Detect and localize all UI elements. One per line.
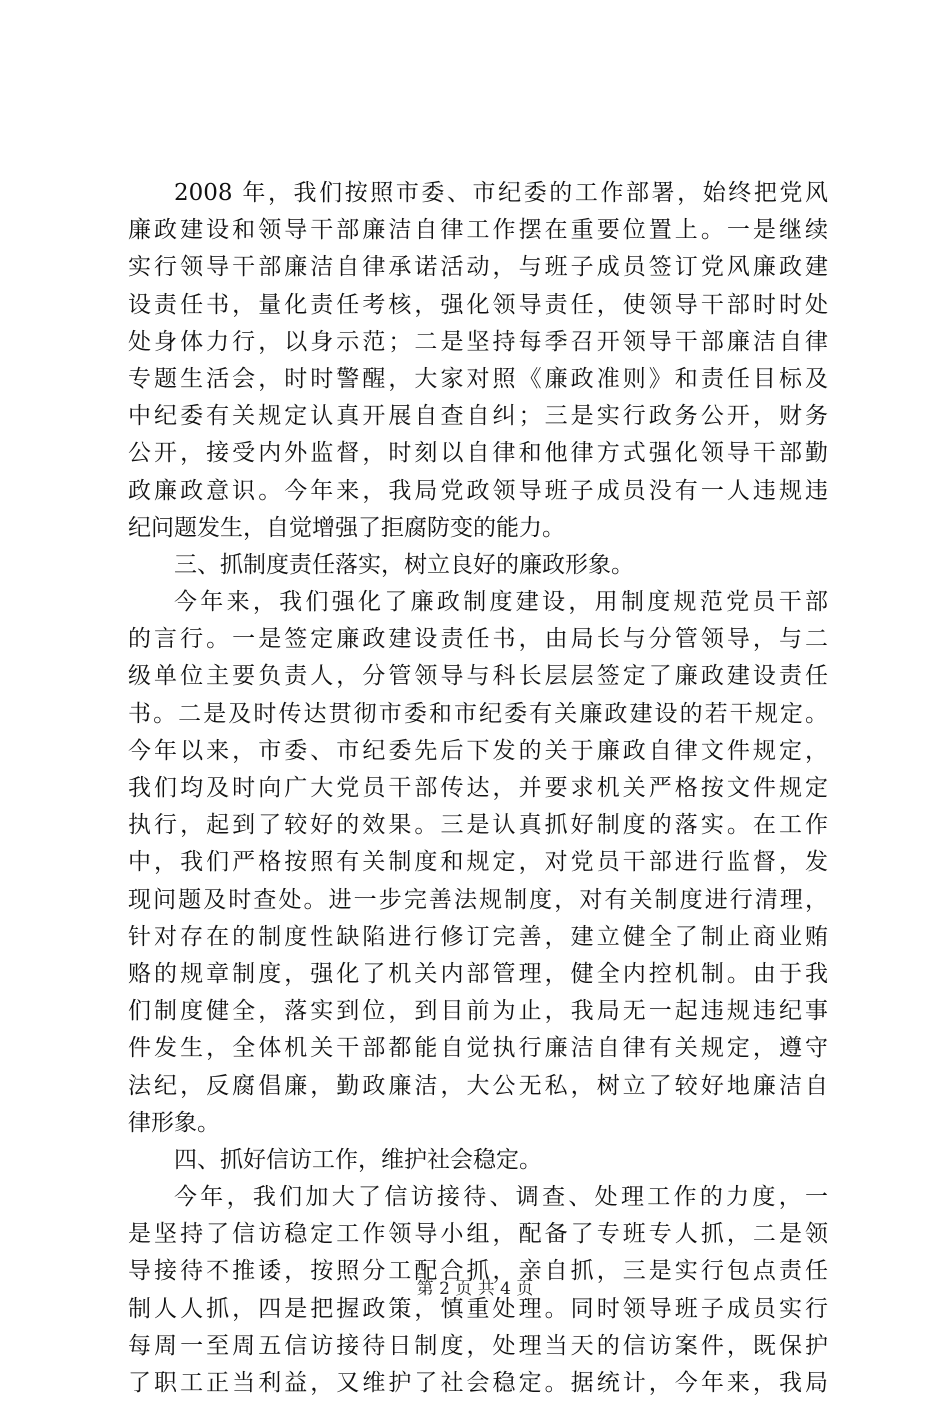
text-line: 实行领导干部廉洁自律承诺活动，与班子成员签订党风廉政建 [128, 254, 828, 281]
text-line: 们制度健全，落实到位，到目前为止，我局无一起违规违纪事 [128, 998, 828, 1025]
text-line: 今年以来，市委、市纪委先后下发的关于廉政自律文件规定， [128, 737, 828, 764]
text-line: 专题生活会，时时警醒，大家对照《廉政准则》和责任目标及 [128, 365, 828, 392]
text-line: 了职工正当利益，又维护了社会稳定。据统计，今年来，我局 [128, 1370, 828, 1396]
section-heading [128, 547, 828, 584]
text-line: 公开，接受内外监督，时刻以自律和他律方式强化领导干部勤 [128, 440, 828, 467]
text-line: 今年，我们加大了信访接待、调查、处理工作的力度，一 [174, 1184, 828, 1211]
text-line: 政廉政意识。今年来，我局党政领导班子成员没有一人违规违 [128, 477, 828, 504]
text-line: 中，我们严格按照有关制度和规定，对党员干部进行监督，发 [128, 849, 828, 876]
text-line: 今年来，我们强化了廉政制度建设，用制度规范党员干部 [174, 589, 828, 616]
page-number-footer: 第 2 页 共 4 页 [416, 1279, 534, 1299]
text-line: 是坚持了信访稳定工作领导小组，配备了专班专人抓，二是领 [128, 1221, 828, 1248]
text-line: 的言行。一是签定廉政建设责任书，由局长与分管领导，与二 [128, 626, 828, 653]
text-line: 廉政建设和领导干部廉洁自律工作摆在重要位置上。一是继续 [128, 217, 828, 244]
paragraph [128, 584, 828, 1142]
text-line: 我们均及时向广大党员干部传达，并要求机关严格按文件规定 [128, 775, 828, 801]
document-body [128, 175, 828, 1402]
text-line: 级单位主要负责人，分管领导与科长层层签定了廉政建设责任 [128, 663, 828, 690]
text-line: 件发生，全体机关干部都能自觉执行廉洁自律有关规定，遵守 [128, 1035, 828, 1062]
text-line: 针对存在的制度性缺陷进行修订完善，建立健全了制止商业贿 [128, 923, 828, 950]
paragraph [128, 175, 828, 547]
text-line: 中纪委有关规定认真开展自查自纠；三是实行政务公开，财务 [128, 403, 828, 430]
text-line: 法纪，反腐倡廉，勤政廉洁，大公无私，树立了较好地廉洁自 [128, 1072, 828, 1099]
text-line: 2008 年，我们按照市委、市纪委的工作部署，始终把党风 [174, 180, 828, 206]
text-line: 执行，起到了较好的效果。三是认真抓好制度的落实。在工作 [128, 812, 828, 839]
text-line: 律形象。 [128, 1109, 220, 1136]
text-line: 处身体力行，以身示范；二是坚持每季召开领导干部廉洁自律 [128, 328, 828, 355]
text-line: 导接待不推诿，按照分工配合抓，亲自抓，三是实行包点责任 [128, 1258, 828, 1285]
text-line: 书。二是及时传达贯彻市委和市纪委有关廉政建设的若干规定。 [128, 700, 828, 727]
text-line: 设责任书，量化责任考核，强化领导责任，使领导干部时时处 [128, 291, 828, 318]
heading-line: 三、抓制度责任落实，树立良好的廉政形象。 [174, 551, 634, 578]
heading-line: 四、抓好信访工作，维护社会稳定。 [174, 1146, 542, 1173]
text-line: 每周一至周五信访接待日制度，处理当天的信访案件，既保护 [128, 1332, 828, 1359]
section-heading [128, 1142, 828, 1179]
text-line: 制人人抓，四是把握政策，慎重处理。同时领导班子成员实行 [128, 1295, 828, 1322]
text-line: 赂的规章制度，强化了机关内部管理，健全内控机制。由于我 [128, 960, 828, 987]
text-line: 现问题及时查处。进一步完善法规制度，对有关制度进行清理， [128, 886, 828, 913]
text-line: 纪问题发生，自觉增强了拒腐防变的能力。 [128, 514, 565, 541]
